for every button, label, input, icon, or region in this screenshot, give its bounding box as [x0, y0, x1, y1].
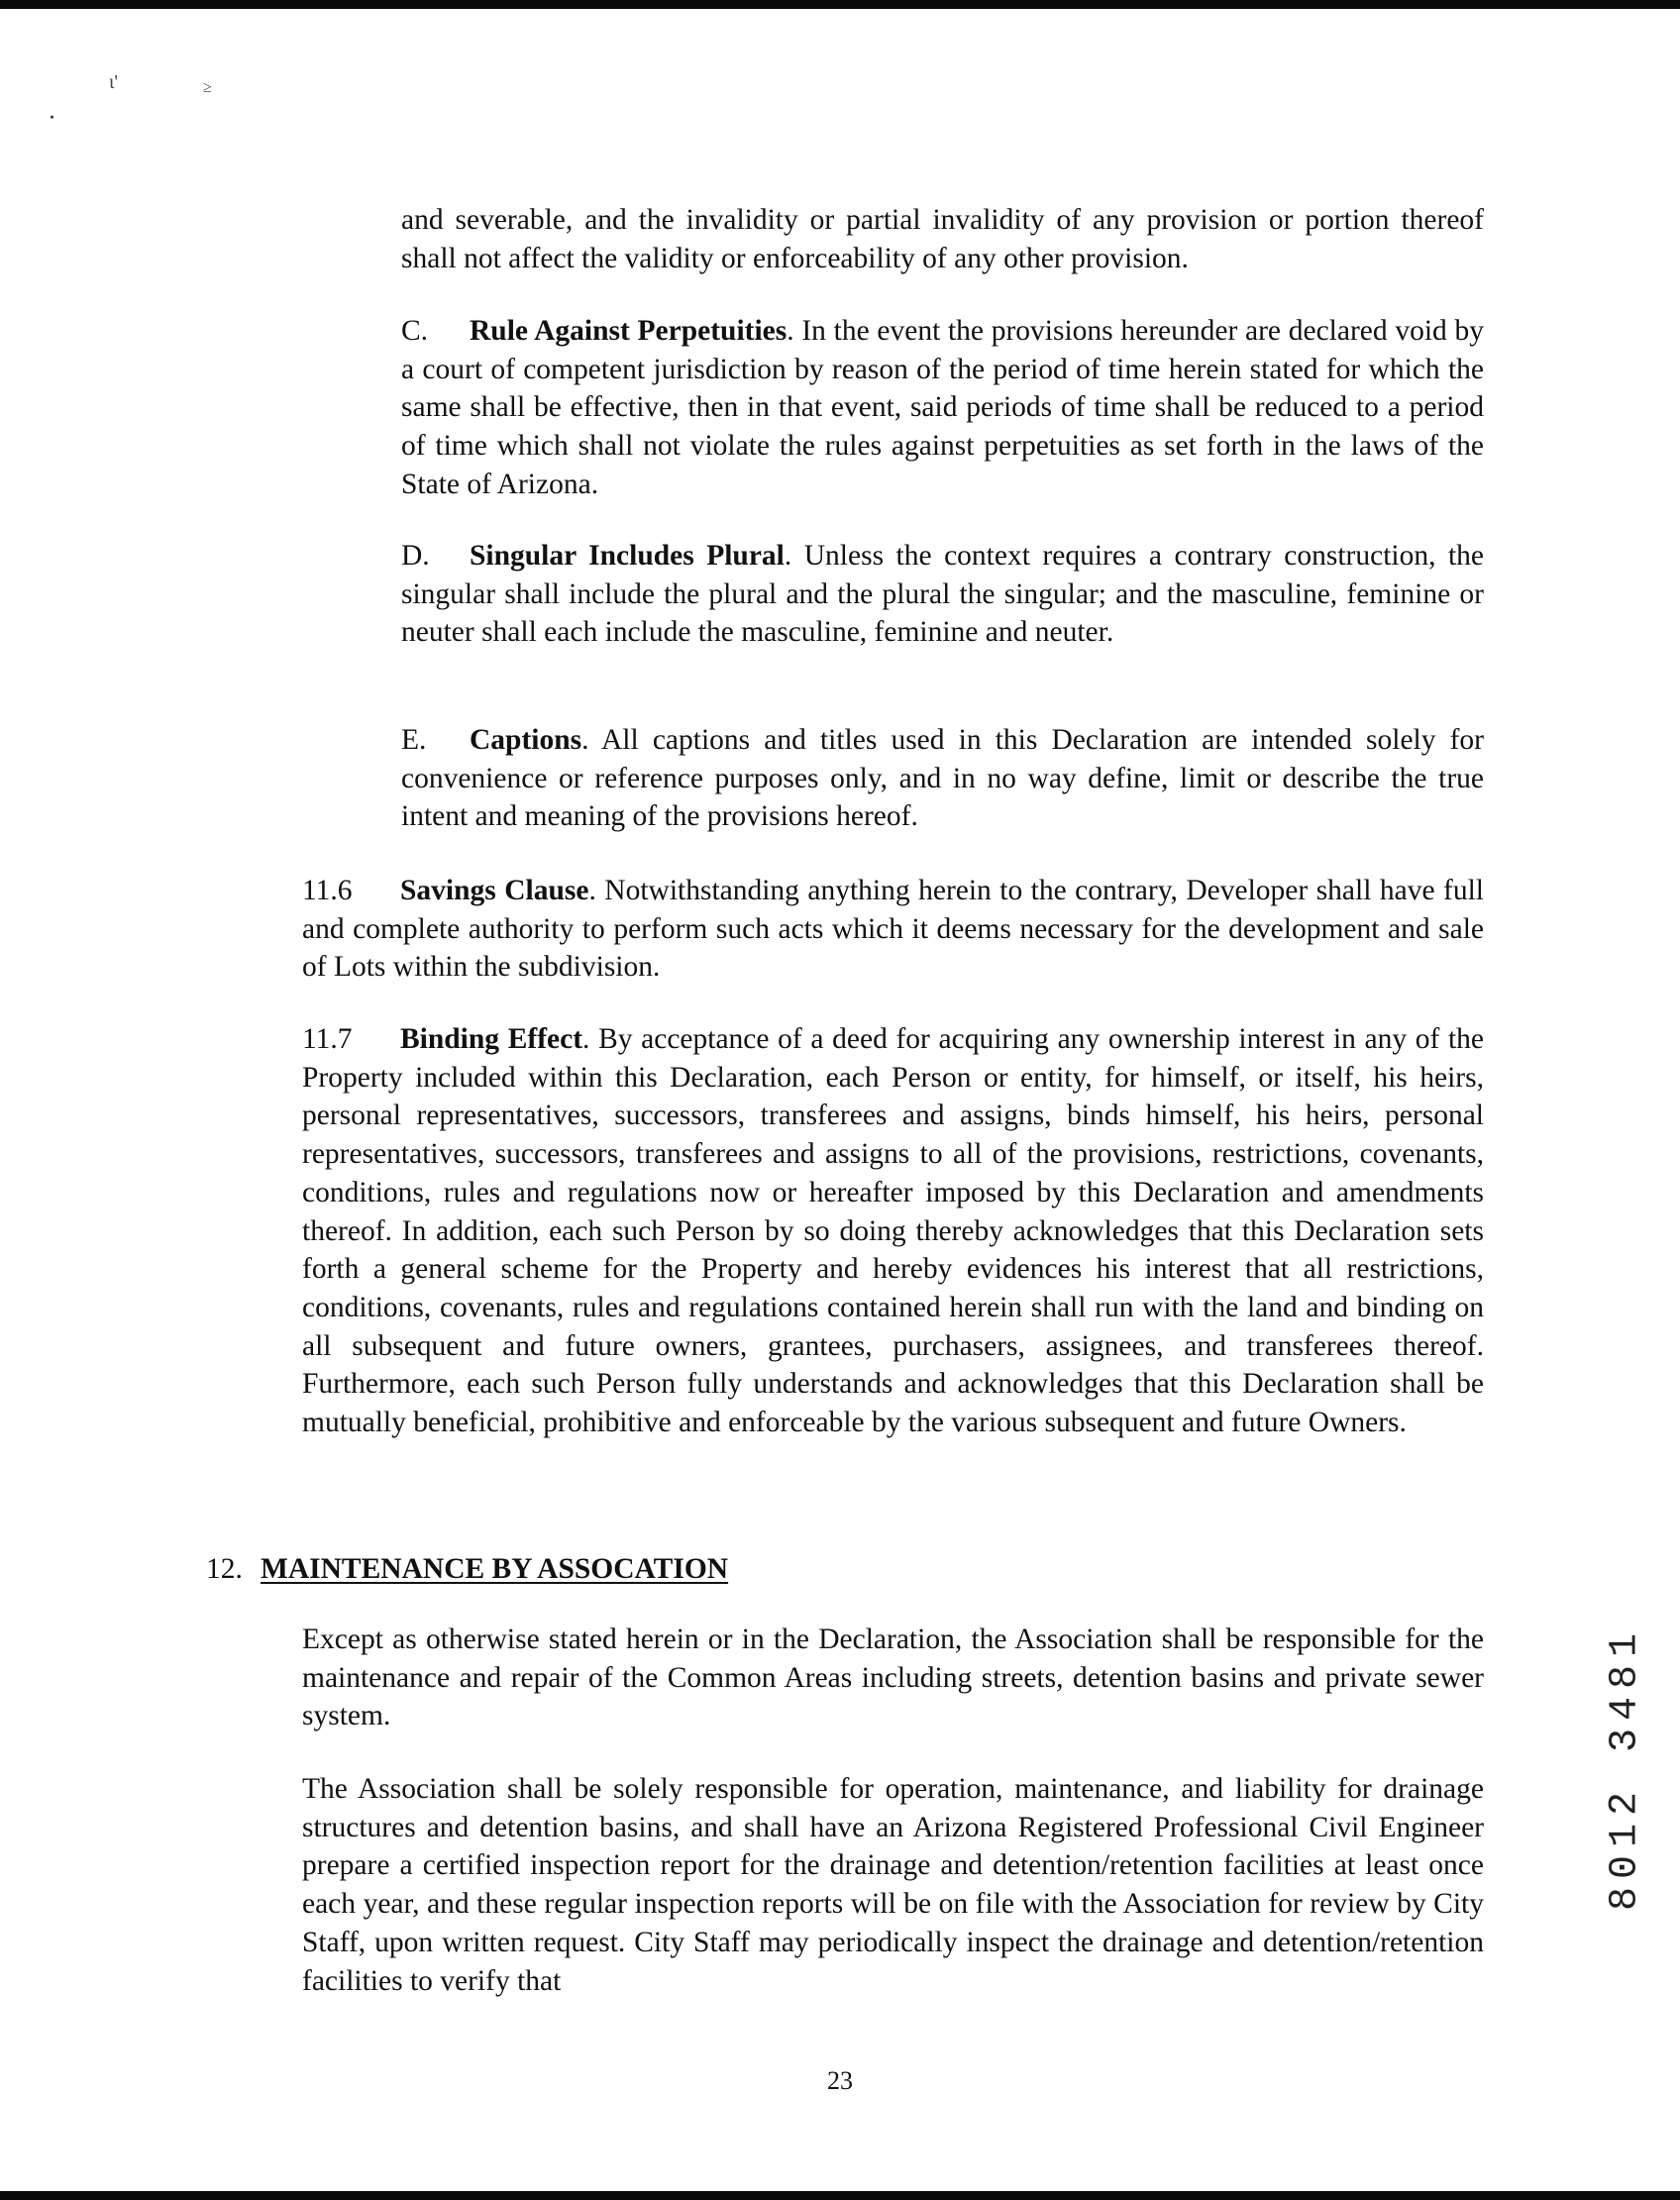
side-recording-stamp	[1595, 1575, 1654, 1961]
section-12-paragraph-2	[302, 1770, 1484, 2000]
section-e-label: E.	[401, 724, 427, 756]
section-c-title: Rule Against Perpetuities	[470, 315, 788, 347]
section-c-label: C.	[401, 315, 429, 347]
scan-artifact-dot: •	[50, 111, 54, 126]
page-number: 23	[827, 2066, 853, 2095]
section-12-para2-text: The Association shall be solely responsible for operation, maintenance, and liability for drainage structures and detention basins, and shall have an Arizona Registered Professional Civil Engineer prepare a certified inspection report for the drainage and detention/retention facilities at least once each year, and these regular inspection reports will be on file with the Association for review by City Staff, upon written request. City Staff may periodically inspect the drainage and detention/retention facilities to verify that	[302, 1773, 1484, 1997]
section-12-title: MAINTENANCE BY ASSOCATION	[261, 1553, 729, 1585]
scan-bottom-border	[0, 2191, 1680, 2200]
side-stamp-text: 8012 3481	[1603, 1624, 1648, 1912]
intro-text: and severable, and the invalidity or partial invalidity of any provision or portion thereof shall not affect the validity or enforceability of any other provision.	[401, 204, 1484, 274]
scan-top-border	[0, 0, 1680, 9]
section-11-7-label: 11.7	[302, 1023, 353, 1055]
section-11-7-paragraph	[302, 1020, 1484, 1442]
section-d-title: Singular Includes Plural	[470, 540, 785, 572]
section-12-heading	[206, 1550, 728, 1588]
section-12-number: 12.	[206, 1553, 243, 1585]
section-12-para1-text: Except as otherwise stated herein or in the Declaration, the Association shall be responsible for the maintenance and repair of the Common Areas including streets, detention basins and private sewer system.	[302, 1624, 1484, 1732]
section-11-7-title: Binding Effect	[400, 1023, 583, 1055]
section-c-paragraph	[401, 312, 1484, 504]
section-11-6-text: . Notwithstanding anything herein to the contrary, Developer shall have full and complete authority to perform such acts which it deems necessary for the development and sale of Lots within the subdivision.	[302, 875, 1484, 984]
section-11-6-label: 11.6	[302, 875, 353, 906]
section-12-paragraph-1	[302, 1621, 1484, 1735]
section-e-title: Captions	[470, 724, 582, 756]
section-c-text: . In the event the provisions hereunder are declared void by a court of competent jurisdiction by reason of the period of time herein stated for which the same shall be effective, then in that event, said periods of time shall be reduced to a period of time which shall not violate the rules against perpetuities as set forth in the laws of the State of Arizona.	[401, 315, 1485, 500]
section-11-7-text: . By acceptance of a deed for acquiring any ownership interest in any of the Property included within this Declaration, each Person or entity, for himself, or itself, his heirs, personal representatives, successors, transferees and assigns, binds himself, his heirs, personal representatives, successors, transferees and assigns to all of the provisions, restrictions, covenants, conditions, rules and regulations now or hereafter imposed by this Declaration and amendments thereof. In addition, each such Person by so doing thereby acknowledges that this Declaration sets forth a general scheme for the Property and hereby evidences his interest that all restrictions, conditions, covenants, rules and regulations contained herein shall run with the land and binding on all subsequent and future owners, grantees, purchasers, assignees, and transferees thereof. Furthermore, each such Person fully understands and acknowledges that this Declaration shall be mutually beneficial, prohibitive and enforceable by the various subsequent and future Owners.	[302, 1023, 1484, 1439]
intro-paragraph	[401, 201, 1484, 277]
section-d-label: D.	[401, 540, 430, 572]
section-d-text: . Unless the context requires a contrary construction, the singular shall include the plural and the plural the singular; and the masculine, feminine or neuter shall each include the masculine, feminine and neuter.	[401, 540, 1484, 649]
scan-artifact-mark: ι'	[109, 71, 118, 93]
section-e-text: . All captions and titles used in this Declaration are intended solely for convenience or reference purposes only, and in no way define, limit or describe the true intent and meaning of the provisions hereof.	[401, 724, 1484, 833]
scan-artifact-mark: ≥	[203, 79, 212, 96]
section-11-6-paragraph	[302, 872, 1484, 987]
section-e-paragraph	[401, 721, 1484, 836]
section-d-paragraph	[401, 537, 1484, 652]
section-11-6-title: Savings Clause	[400, 875, 589, 906]
